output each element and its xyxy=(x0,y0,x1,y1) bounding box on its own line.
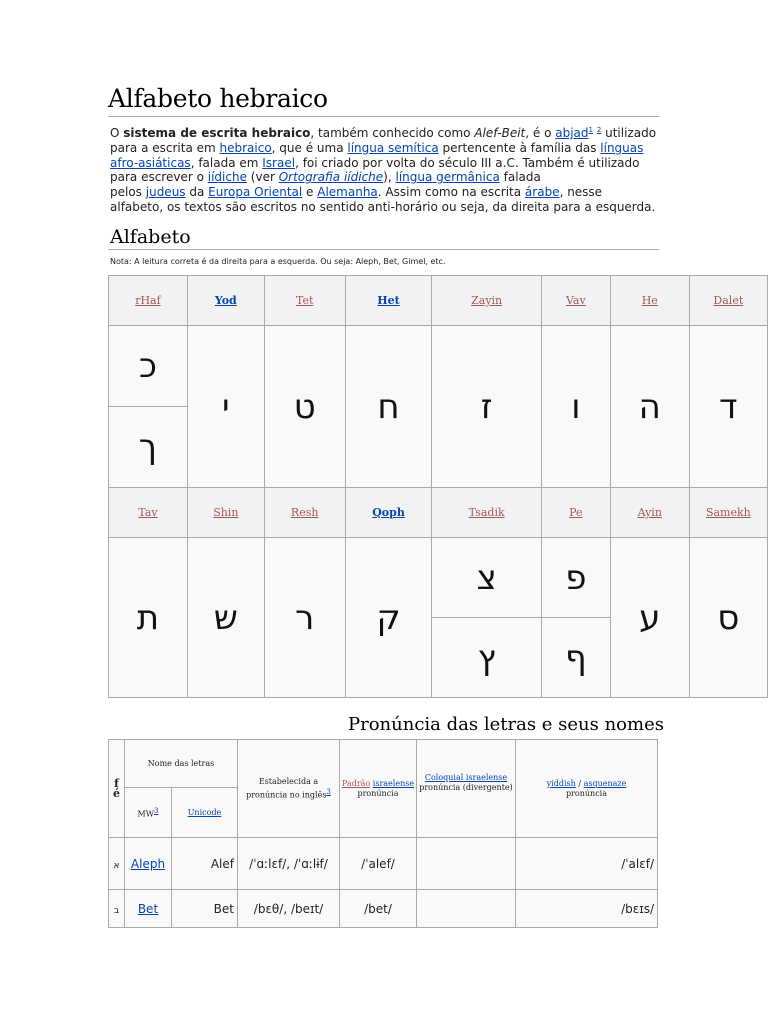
letter-name-cell xyxy=(432,488,541,538)
letter-name-cell xyxy=(187,276,264,326)
intro-link[interactable]: 2 xyxy=(596,126,602,134)
header-unicode xyxy=(172,788,238,838)
letter-name-cell xyxy=(541,488,610,538)
letter-final-form: ך xyxy=(109,407,188,488)
link-yiddish[interactable]: yiddish xyxy=(546,778,576,788)
intro-text: , falada em xyxy=(190,155,263,170)
intro-link[interactable]: iídiche xyxy=(207,170,247,185)
letter-glyph: ש xyxy=(187,538,264,698)
intro-text: , nesse xyxy=(559,185,603,200)
title-divider xyxy=(108,116,659,117)
intro-text: , é o xyxy=(525,126,556,140)
letter-name-link[interactable]: Yod xyxy=(214,294,237,307)
letter-final-form: ף xyxy=(541,618,610,698)
letter-name-link[interactable]: Shin xyxy=(213,506,239,519)
intro-text: ), xyxy=(383,170,396,185)
intro-line xyxy=(110,141,670,156)
pron-unicode: Bet xyxy=(213,901,234,916)
letter-name-link[interactable]: Qoph xyxy=(372,506,405,519)
letter-glyph: ע xyxy=(610,538,689,698)
intro-text: . Assim como na escrita xyxy=(377,185,525,200)
letter-name-cell xyxy=(264,276,345,326)
intro-text: , também conhecido como xyxy=(310,126,475,140)
letter-name-link[interactable]: Tav xyxy=(138,506,158,519)
footnote-3[interactable]: 3 xyxy=(326,787,331,796)
link-padrao[interactable]: Padrão xyxy=(341,778,371,788)
intro-link[interactable]: afro-asiáticas xyxy=(110,155,191,170)
header-padrao: Padrão israelense pronúncia xyxy=(340,740,417,838)
intro-text: sistema de escrita hebraico xyxy=(123,126,311,140)
letter-glyph: ר xyxy=(264,538,345,698)
letter-name-link[interactable]: He xyxy=(641,294,658,307)
intro-link[interactable]: hebraico xyxy=(219,140,272,155)
intro-text: para a escrita em xyxy=(110,140,220,155)
intro-text: da xyxy=(185,185,209,200)
pron-yiddish: /bɛɪs/ xyxy=(621,901,654,916)
letter-name-link[interactable]: Tet xyxy=(295,294,314,307)
intro-link[interactable]: Europa Oriental xyxy=(208,185,303,200)
letter-name-cell xyxy=(264,488,345,538)
letter-glyph: צ xyxy=(432,538,541,618)
pron-mw-link[interactable]: Aleph xyxy=(130,856,166,871)
pronunciation-table xyxy=(108,739,658,928)
pron-row xyxy=(109,890,658,928)
letter-name-cell xyxy=(689,276,767,326)
pron-unicode: Alef xyxy=(210,856,234,871)
letter-name-link[interactable]: Ayin xyxy=(637,506,662,519)
link-israelense[interactable]: israelense xyxy=(372,778,415,788)
pron-row xyxy=(109,838,658,890)
link-asquenaze[interactable]: asquenaze xyxy=(583,778,627,788)
letter-name-link[interactable]: Samekh xyxy=(705,506,751,519)
page-title: Alfabeto hebraico xyxy=(108,84,328,113)
section-heading-alfabeto: Alfabeto xyxy=(110,226,191,248)
intro-link[interactable]: língua germânica xyxy=(395,170,500,185)
header-mw: $MW^3$ xyxy=(125,788,172,838)
header-estabelecida: Estabelecida a pronúncia no inglês$^3$ xyxy=(238,740,340,838)
letter-glyph: כ xyxy=(109,326,188,407)
intro-text: O xyxy=(110,126,124,140)
link-unicode[interactable]: Unicode xyxy=(187,807,222,817)
pron-padrao: /bet/ xyxy=(364,901,392,916)
letter-name-cell xyxy=(345,488,432,538)
pron-english: /bɛθ/, /beɪt/ xyxy=(253,901,324,916)
footnote-3-mw[interactable]: 3 xyxy=(153,806,159,815)
intro-text: pertencente à família das xyxy=(438,140,601,155)
intro-link[interactable]: língua semítica xyxy=(347,140,439,155)
pron-padrao: /ˈalef/ xyxy=(361,856,395,871)
letter-glyph: ק xyxy=(345,538,432,698)
pron-letter: א xyxy=(113,860,120,871)
intro-line xyxy=(110,200,670,215)
intro-link[interactable]: árabe xyxy=(524,185,560,200)
letter-name-cell xyxy=(610,276,689,326)
letter-name-link[interactable]: Het xyxy=(377,294,400,307)
intro-link[interactable]: línguas xyxy=(600,140,644,155)
letter-glyph: י xyxy=(187,326,264,488)
letter-name-cell xyxy=(541,276,610,326)
pron-mw-link[interactable]: Bet xyxy=(137,901,159,916)
letter-name-cell xyxy=(689,488,767,538)
intro-text: utilizado xyxy=(601,126,657,140)
letter-name-cell xyxy=(187,488,264,538)
intro-text: para escrever o xyxy=(110,170,208,185)
letter-name-link[interactable]: rHaf xyxy=(135,294,161,307)
pron-english: /ˈɑːlɛf/, /ˈɑːlɨf/ xyxy=(249,856,328,871)
intro-line xyxy=(110,156,670,171)
letter-glyph: ט xyxy=(264,326,345,488)
letter-glyph: ה xyxy=(610,326,689,488)
letter-glyph: ו xyxy=(541,326,610,488)
intro-text: Alef-Beit xyxy=(474,126,526,140)
letter-name-cell xyxy=(345,276,432,326)
intro-text: (ver xyxy=(246,170,279,185)
intro-link[interactable]: Israel xyxy=(262,155,296,170)
letter-name-link[interactable]: Zayin xyxy=(471,294,503,307)
intro-link[interactable]: 1 xyxy=(588,126,593,134)
pron-yiddish: /ˈalɛf/ xyxy=(621,856,654,871)
intro-text: falada xyxy=(499,170,541,185)
letter-name-link[interactable]: Vav xyxy=(565,294,586,307)
letter-name-link[interactable]: Dalet xyxy=(713,294,744,307)
letter-glyph: ת xyxy=(109,538,188,698)
intro-text: , que é uma xyxy=(271,140,348,155)
intro-text: e xyxy=(302,185,318,200)
letter-name-cell xyxy=(432,276,541,326)
letter-name-cell xyxy=(610,488,689,538)
header-coloquial: Coloquial israelense pronúncia (divergente) xyxy=(417,740,516,838)
letter-glyph: פ xyxy=(541,538,610,618)
letter-glyph: ח xyxy=(345,326,432,488)
letter-name-cell xyxy=(109,276,188,326)
reading-note: Nota: A leitura correta é da direita para a esquerda. Ou seja: Aleph, Bet, Gimel, etc. xyxy=(110,257,446,266)
letter-name-cell xyxy=(109,488,188,538)
intro-text: , foi criado por volta do século III a.C. Também é utilizado xyxy=(295,155,640,170)
intro-paragraph xyxy=(110,123,670,215)
intro-line xyxy=(110,185,670,200)
letter-name-link[interactable]: Resh xyxy=(290,506,319,519)
letter-glyph: ס xyxy=(689,538,767,698)
intro-link[interactable]: Alemanha xyxy=(317,185,378,200)
intro-text: pelos xyxy=(110,185,146,200)
header-nome-letras: Nome das letras xyxy=(125,740,238,788)
pron-letter: ב xyxy=(113,905,120,916)
letter-name-link[interactable]: Tsadik xyxy=(468,506,505,519)
letter-final-form: ץ xyxy=(432,618,541,698)
letter-glyph: ז xyxy=(432,326,541,488)
intro-text: alfabeto, os textos são escritos no sentido anti-horário ou seja, da direita para a esquerda. xyxy=(110,199,656,214)
intro-line xyxy=(110,123,670,141)
pronunciation-heading: Pronúncia das letras e seus nomes xyxy=(348,714,664,735)
intro-link[interactable]: Ortografia iídiche xyxy=(278,170,384,185)
intro-link[interactable]: judeus xyxy=(145,185,186,200)
letter-name-link[interactable]: Pe xyxy=(569,506,583,519)
letter-glyph: ד xyxy=(689,326,767,488)
intro-line xyxy=(110,170,670,185)
alphabet-table xyxy=(108,275,768,698)
link-coloquial-israelense[interactable]: Coloquial israelense xyxy=(424,773,508,782)
section-divider xyxy=(108,249,659,250)
header-fe: f é xyxy=(109,740,125,838)
intro-link[interactable]: abjad xyxy=(555,126,589,140)
header-yiddish: yiddish / asquenaze pronúncia xyxy=(516,740,658,838)
